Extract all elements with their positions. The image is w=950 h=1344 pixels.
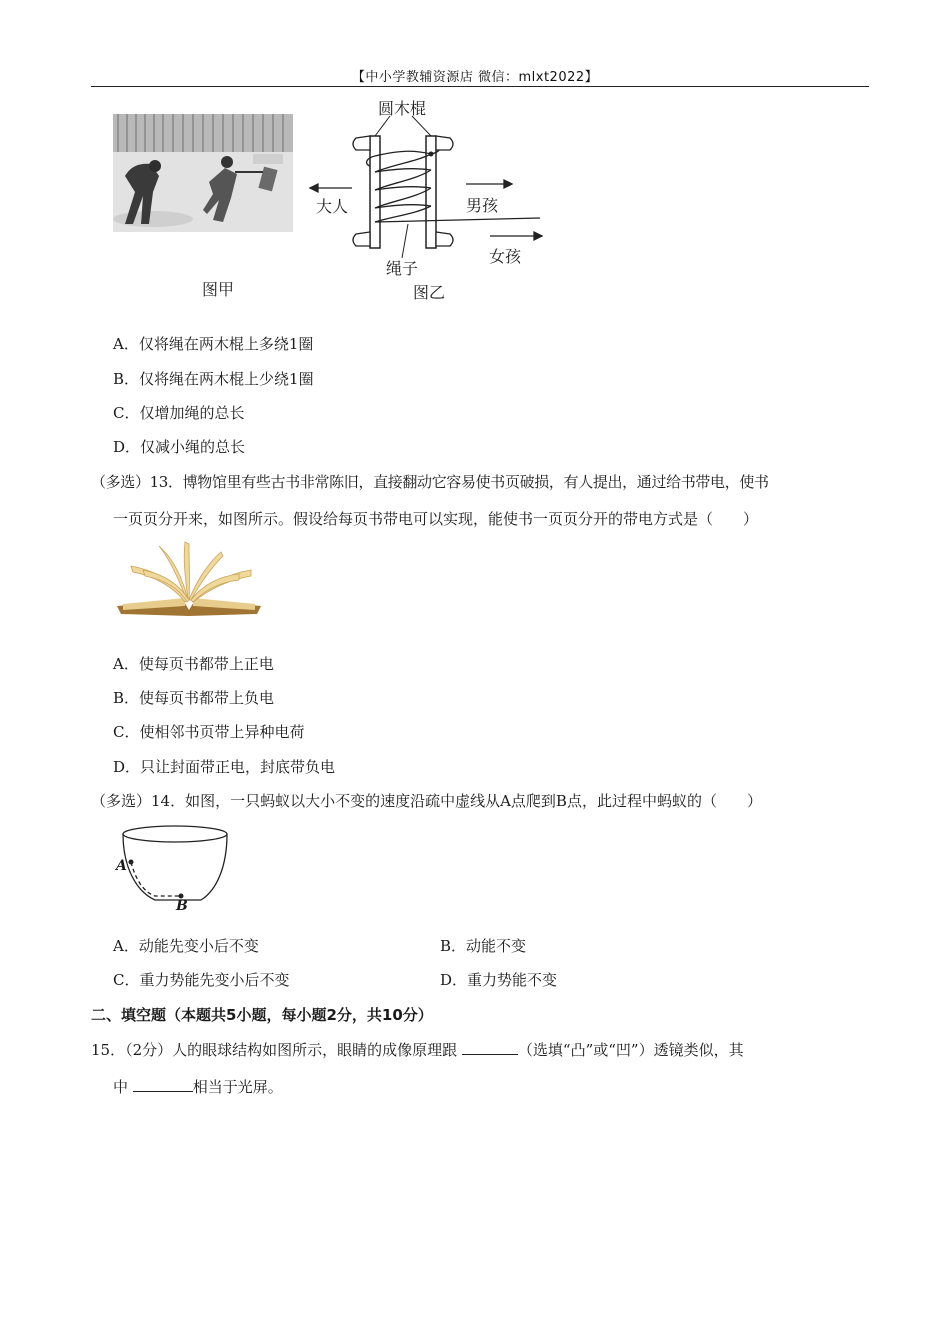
bowl-diagram [113, 822, 233, 918]
label-boy: 男孩 [466, 196, 499, 215]
q14-stem: （多选）14．如图，一只蚂蚁以大小不变的速度沿疏中虚线从A点爬到B点，此过程中蚂蚁的（ ） [91, 792, 762, 810]
label-adult: 大人 [316, 197, 349, 216]
q15-text-1: 15．（2分）人的眼球结构如图所示，眼睛的成像原理跟 [91, 1041, 462, 1059]
open-book-image [113, 540, 265, 616]
point-a-label: A [116, 858, 127, 874]
q13-option-a: A．使每页书都带上正电 [113, 655, 274, 673]
q15-line2 [113, 1077, 283, 1097]
figure-jia-label: 图甲 [202, 280, 235, 299]
q14-option-a: A．动能先变小后不变 [113, 937, 259, 955]
q14-option-b: B．动能不变 [440, 937, 527, 955]
q15-text-3: 中 [113, 1078, 133, 1096]
label-girl: 女孩 [489, 247, 522, 266]
point-b-label: B [176, 898, 188, 914]
figure-jia-photo [113, 114, 293, 232]
q15-text-4: 相当于光屏。 [192, 1078, 283, 1096]
q12-option-a: A．仅将绳在两木棍上多绕1圈 [113, 335, 314, 353]
q15-line1 [91, 1040, 744, 1060]
label-stick: 圆木棍 [378, 99, 427, 118]
q12-option-b: B．仅将绳在两木棍上少绕1圈 [113, 370, 314, 388]
figure-yi-label: 图乙 [413, 283, 446, 302]
q13-stem-line2: 一页页分开来，如图所示。假设给每页书带电可以实现，能使书一页页分开的带电方式是（ ） [113, 510, 759, 528]
q13-option-b: B．使每页书都带上负电 [113, 689, 275, 707]
q14-option-d: D．重力势能不变 [440, 971, 558, 989]
q13-option-c: C．使相邻书页带上异种电荷 [113, 723, 305, 741]
q14-option-c: C．重力势能先变小后不变 [113, 971, 290, 989]
header-rule [91, 86, 869, 87]
q12-option-c: C．仅增加绳的总长 [113, 404, 245, 422]
label-rope: 绳子 [386, 259, 419, 278]
q13-option-d: D．只让封面带正电，封底带负电 [113, 758, 336, 776]
q13-stem-line1: （多选）13．博物馆里有些古书非常陈旧，直接翻动它容易使书页破损，有人提出，通过给书带电，使书 [91, 473, 769, 491]
q12-option-d: D．仅减小绳的总长 [113, 438, 246, 456]
q15-blank-2[interactable] [133, 1077, 193, 1092]
page-header: 【中小学教辅资源店 微信：mlxt2022】 [351, 70, 599, 85]
section-heading: 二、填空题（本题共5小题，每小题2分，共10分） [91, 1006, 433, 1024]
q15-blank-1[interactable] [462, 1040, 518, 1055]
q15-text-2: （选填“凸”或“凹”）透镜类似，其 [517, 1041, 744, 1059]
